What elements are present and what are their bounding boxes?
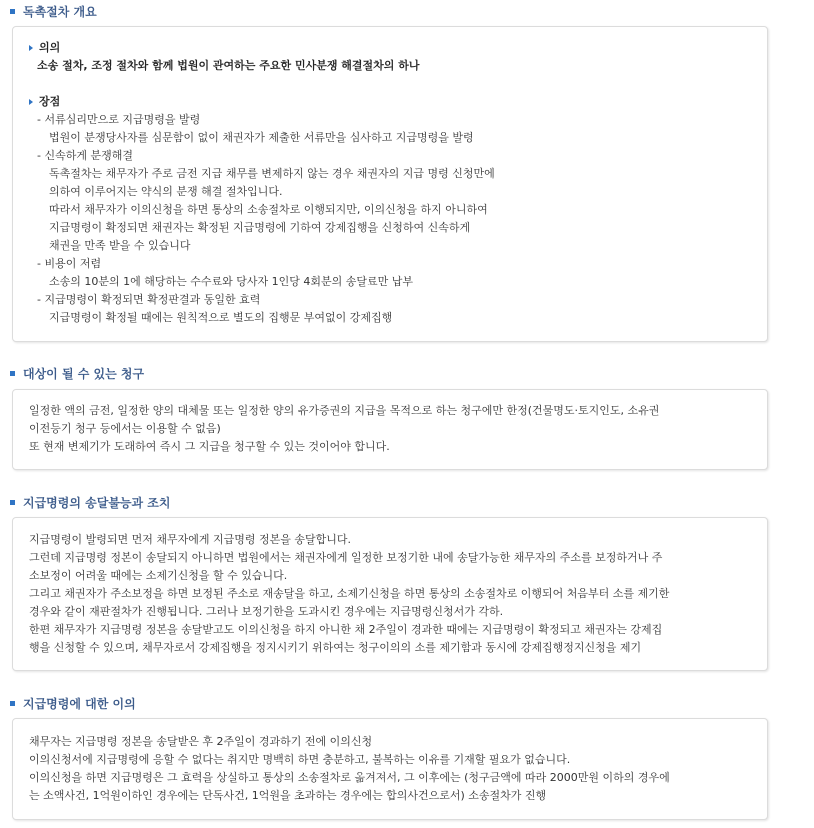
section-title-delivery-failure (10, 493, 170, 511)
square-bullet-icon (10, 371, 15, 376)
triangle-bullet-icon (29, 45, 33, 51)
list-item: 의하여 이루어지는 약식의 분쟁 해결 절차입니다. (49, 185, 283, 198)
subheading-jangjeom (29, 93, 60, 111)
list-item: - 신속하게 분쟁해결 (37, 149, 133, 162)
list-item: - 서류심리만으로 지급명령을 발령 (37, 113, 201, 126)
section-title-text: 지급명령의 송달불능과 조치 (23, 495, 171, 510)
paragraph-line: 지급명령이 발령되면 먼저 채무자에게 지급명령 정본을 송달합니다. (29, 533, 352, 546)
eligible-claims-box (12, 389, 768, 470)
section-title-eligible-claims (10, 364, 144, 382)
paragraph-line: 행을 신청할 수 있으며, 채무자로서 강제집행을 정지시키기 위하여는 청구이의의 소를 제기함과 동시에 강제집행정지신청을 제기 (29, 641, 642, 654)
section-title-text: 지급명령에 대한 이의 (23, 696, 136, 711)
list-item: 독촉절차는 채무자가 주로 금전 지급 채무를 변제하지 않는 경우 채권자의 지급 명령 신청만에 (49, 167, 495, 180)
list-item: 채권을 만족 받을 수 있습니다 (49, 239, 191, 252)
paragraph-line: 그리고 채권자가 주소보정을 하면 보정된 주소로 재송달을 하고, 소제기신청을 하면 통상의 소송절차로 이행되어 처음부터 소를 제기한 (29, 587, 670, 600)
list-item: 지급명령이 확정될 때에는 원칙적으로 별도의 집행문 부여없이 강제집행 (49, 311, 393, 324)
list-item: 법원이 분쟁당사자를 심문함이 없이 채권자가 제출한 서류만을 심사하고 지급명령을 발령 (49, 131, 474, 144)
list-item: - 비용이 저렴 (37, 257, 102, 270)
square-bullet-icon (10, 9, 15, 14)
paragraph-line: 경우와 같이 재판절차가 진행됩니다. 그러나 보정기한을 도과시킨 경우에는 지급명령신청서가 각하. (29, 605, 504, 618)
overview-box (12, 26, 768, 342)
section-title-overview (10, 2, 97, 20)
list-item: 따라서 채무자가 이의신청을 하면 통상의 소송절차로 이행되지만, 이의신청을 하지 아니하여 (49, 203, 488, 216)
paragraph-line: 채무자는 지급명령 정본을 송달받은 후 2주일이 경과하기 전에 이의신청 (29, 735, 373, 748)
paragraph-line: 이의신청서에 지급명령에 응할 수 없다는 취지만 명백히 하면 충분하고, 불복하는 이유를 기재할 필요가 없습니다. (29, 753, 571, 766)
subheading-uiui (29, 39, 60, 57)
triangle-bullet-icon (29, 99, 33, 105)
paragraph-line: 이의신청을 하면 지급명령은 그 효력을 상실하고 통상의 소송절차로 옮겨져서, 그 이후에는 (청구금액에 따라 2000만원 이하의 경우에 (29, 771, 670, 784)
paragraph-line: 소보정이 어려울 때에는 소제기신청을 할 수 있습니다. (29, 569, 288, 582)
delivery-failure-box (12, 517, 768, 671)
square-bullet-icon (10, 500, 15, 505)
paragraph-line: 또 현재 변제기가 도래하여 즉시 그 지급을 청구할 수 있는 것이어야 합니다. (29, 440, 390, 453)
paragraph-line: 는 소액사건, 1억원이하인 경우에는 단독사건, 1억원을 초과하는 경우에는 합의사건으로서) 소송절차가 진행 (29, 789, 547, 802)
section-title-text: 독촉절차 개요 (23, 4, 97, 19)
section-title-text: 대상이 될 수 있는 청구 (23, 366, 145, 381)
subheading-text: 의의 (39, 41, 61, 54)
paragraph-line: 그런데 지급명령 정본이 송달되지 아니하면 법원에서는 채권자에게 일정한 보정기한 내에 송달가능한 채무자의 주소를 보정하거나 주 (29, 551, 663, 564)
square-bullet-icon (10, 701, 15, 706)
uiui-text: 소송 절차, 조정 절차와 함께 법원이 관여하는 주요한 민사분쟁 해결절차의 하나 (37, 59, 420, 72)
subheading-text: 장점 (39, 95, 61, 108)
paragraph-line: 이전등기 청구 등에서는 이용할 수 없음) (29, 422, 221, 435)
section-title-objection (10, 694, 136, 712)
paragraph-line: 한편 채무자가 지급명령 정본을 송달받고도 이의신청을 하지 아니한 채 2주일이 경과한 때에는 지급명령이 확정되고 채권자는 강제집 (29, 623, 663, 636)
list-item: - 지급명령이 확정되면 확정판결과 동일한 효력 (37, 293, 261, 306)
paragraph-line: 일정한 액의 금전, 일정한 양의 대체물 또는 일정한 양의 유가증권의 지급을 목적으로 하는 청구에만 한정(건물명도·토지인도, 소유권 (29, 404, 660, 417)
list-item: 소송의 10분의 1에 해당하는 수수료와 당사자 1인당 4회분의 송달료만 납부 (49, 275, 413, 288)
objection-box (12, 718, 768, 820)
list-item: 지급명령이 확정되면 채권자는 확정된 지급명령에 기하여 강제집행을 신청하여 신속하게 (49, 221, 471, 234)
